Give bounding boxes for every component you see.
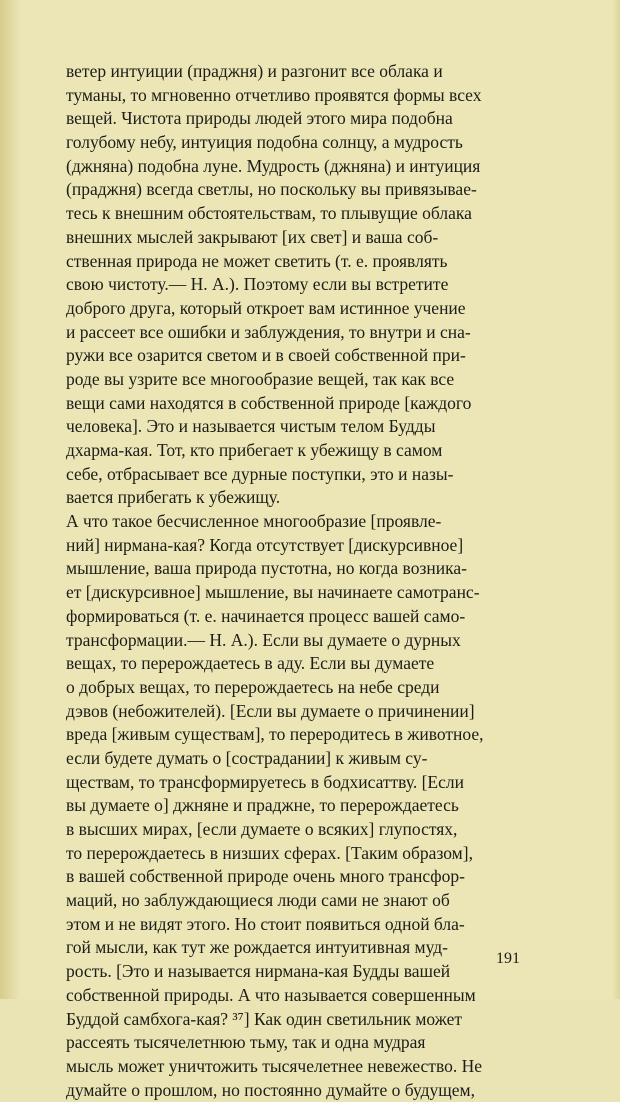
text-line: этом и не видят этого. Но стоит появиться одной бла- [66, 913, 465, 934]
text-line: А что такое бесчисленное многообразие [проявле- [66, 511, 442, 532]
text-line: туманы, то мгновенно отчетливо проявятся формы всех [66, 84, 482, 105]
text-line: вреда [живым существам], то переродитесь в животное, [66, 724, 484, 745]
text-line: дхарма-кая. Тот, кто прибегает к убежищу в самом [66, 440, 443, 460]
text-line: (джняна) подобна луне. Мудрость (джняна) и интуиция [66, 155, 481, 176]
text-line: ветер интуиции (праджня) и разгонит все облака и [66, 61, 443, 81]
text-line: вещей. Чистота природы людей этого мира подобна [66, 108, 453, 129]
text-line: вы думаете о] джняне и праджне, то перерождаетесь [66, 795, 459, 816]
text-line: вещи сами находятся в собственной природе [каждого [66, 392, 472, 413]
text-line: тесь к внешним обстоятельствам, то плывущие облака [66, 203, 472, 224]
text-line: голубому небу, интуиция подобна солнцу, а мудрость [66, 132, 463, 153]
text-line: гой мысли, как тут же рождается интуитивная муд- [66, 937, 448, 958]
text-line: маций, но заблуждающиеся люди сами не знают об [66, 890, 450, 911]
text-line: вещах, то перерождаетесь в аду. Если вы думаете [66, 653, 435, 674]
text-line: собственной природы. А что называется совершенным [66, 984, 476, 1005]
text-line: рассеять тысячелетнюю тьму, так и одна мудрая [66, 1032, 426, 1053]
text-line: в высших мирах, [если думаете о всяких] глупостях, [66, 819, 458, 839]
text-line: трансформации.— Н. А.). Если вы думаете о дурных [66, 629, 461, 650]
text-line: внешних мыслей закрывают [их свет] и ваша соб- [66, 226, 439, 247]
text-line: и рассеет все ошибки и заблуждения, то внутри и сна- [66, 321, 471, 342]
text-line: доброго друга, который откроет вам истинное учение [66, 297, 466, 318]
text-line: (праджня) всегда светлы, но поскольку вы привязывае- [66, 179, 477, 200]
page-binding-shadow [0, 0, 22, 999]
page-number: 191 [496, 950, 520, 967]
text-line: ний] нирмана-кая? Когда отсутствует [дискурсивное] [66, 534, 464, 555]
text-line: себе, отбрасывает все дурные поступки, это и назы- [66, 463, 454, 484]
text-line: роде вы узрите все многообразие вещей, так как все [66, 368, 455, 389]
text-line: Буддой самбхога-кая? ³⁷] Как один светильник может [66, 1008, 463, 1029]
page-edge-shadow [612, 0, 620, 999]
text-line: ружи все озарится светом и в своей собственной при- [66, 345, 466, 366]
text-line: думайте о прошлом, но постоянно думайте о будущем, [66, 1079, 475, 1100]
text-line: в вашей собственной природе очень много трансфор- [66, 866, 465, 887]
text-line: то перерождаетесь в низших сферах. [Таким образом], [66, 842, 473, 863]
text-line: о добрых вещах, то перерождаетесь на небе среди [66, 676, 440, 697]
text-line: ществам, то трансформируетесь в бодхисаттву. [Если [66, 771, 464, 792]
body-text [66, 60, 530, 1102]
text-line: дэвов (небожителей). [Если вы думаете о причинении] [66, 700, 475, 721]
text-line: ственная природа не может светить (т. е. проявлять [66, 250, 448, 271]
text-line: мышление, ваша природа пустотна, но когда возника- [66, 558, 467, 579]
text-line: свою чистоту.— Н. А.). Поэтому если вы встретите [66, 274, 449, 295]
text-line: мысль может уничтожить тысячелетнее невежество. Не [66, 1055, 483, 1076]
text-line: вается прибегать к убежищу. [66, 487, 281, 508]
text-line: если будете думать о [сострадании] к живым су- [66, 747, 428, 768]
text-line: рость. [Это и называется нирмана-кая Будды вашей [66, 961, 451, 982]
text-line: человека]. Это и называется чистым телом Будды [66, 416, 436, 437]
text-line: ет [дискурсивное] мышление, вы начинаете самотранс- [66, 582, 480, 603]
text-line: формироваться (т. е. начинается процесс вашей само- [66, 605, 466, 626]
